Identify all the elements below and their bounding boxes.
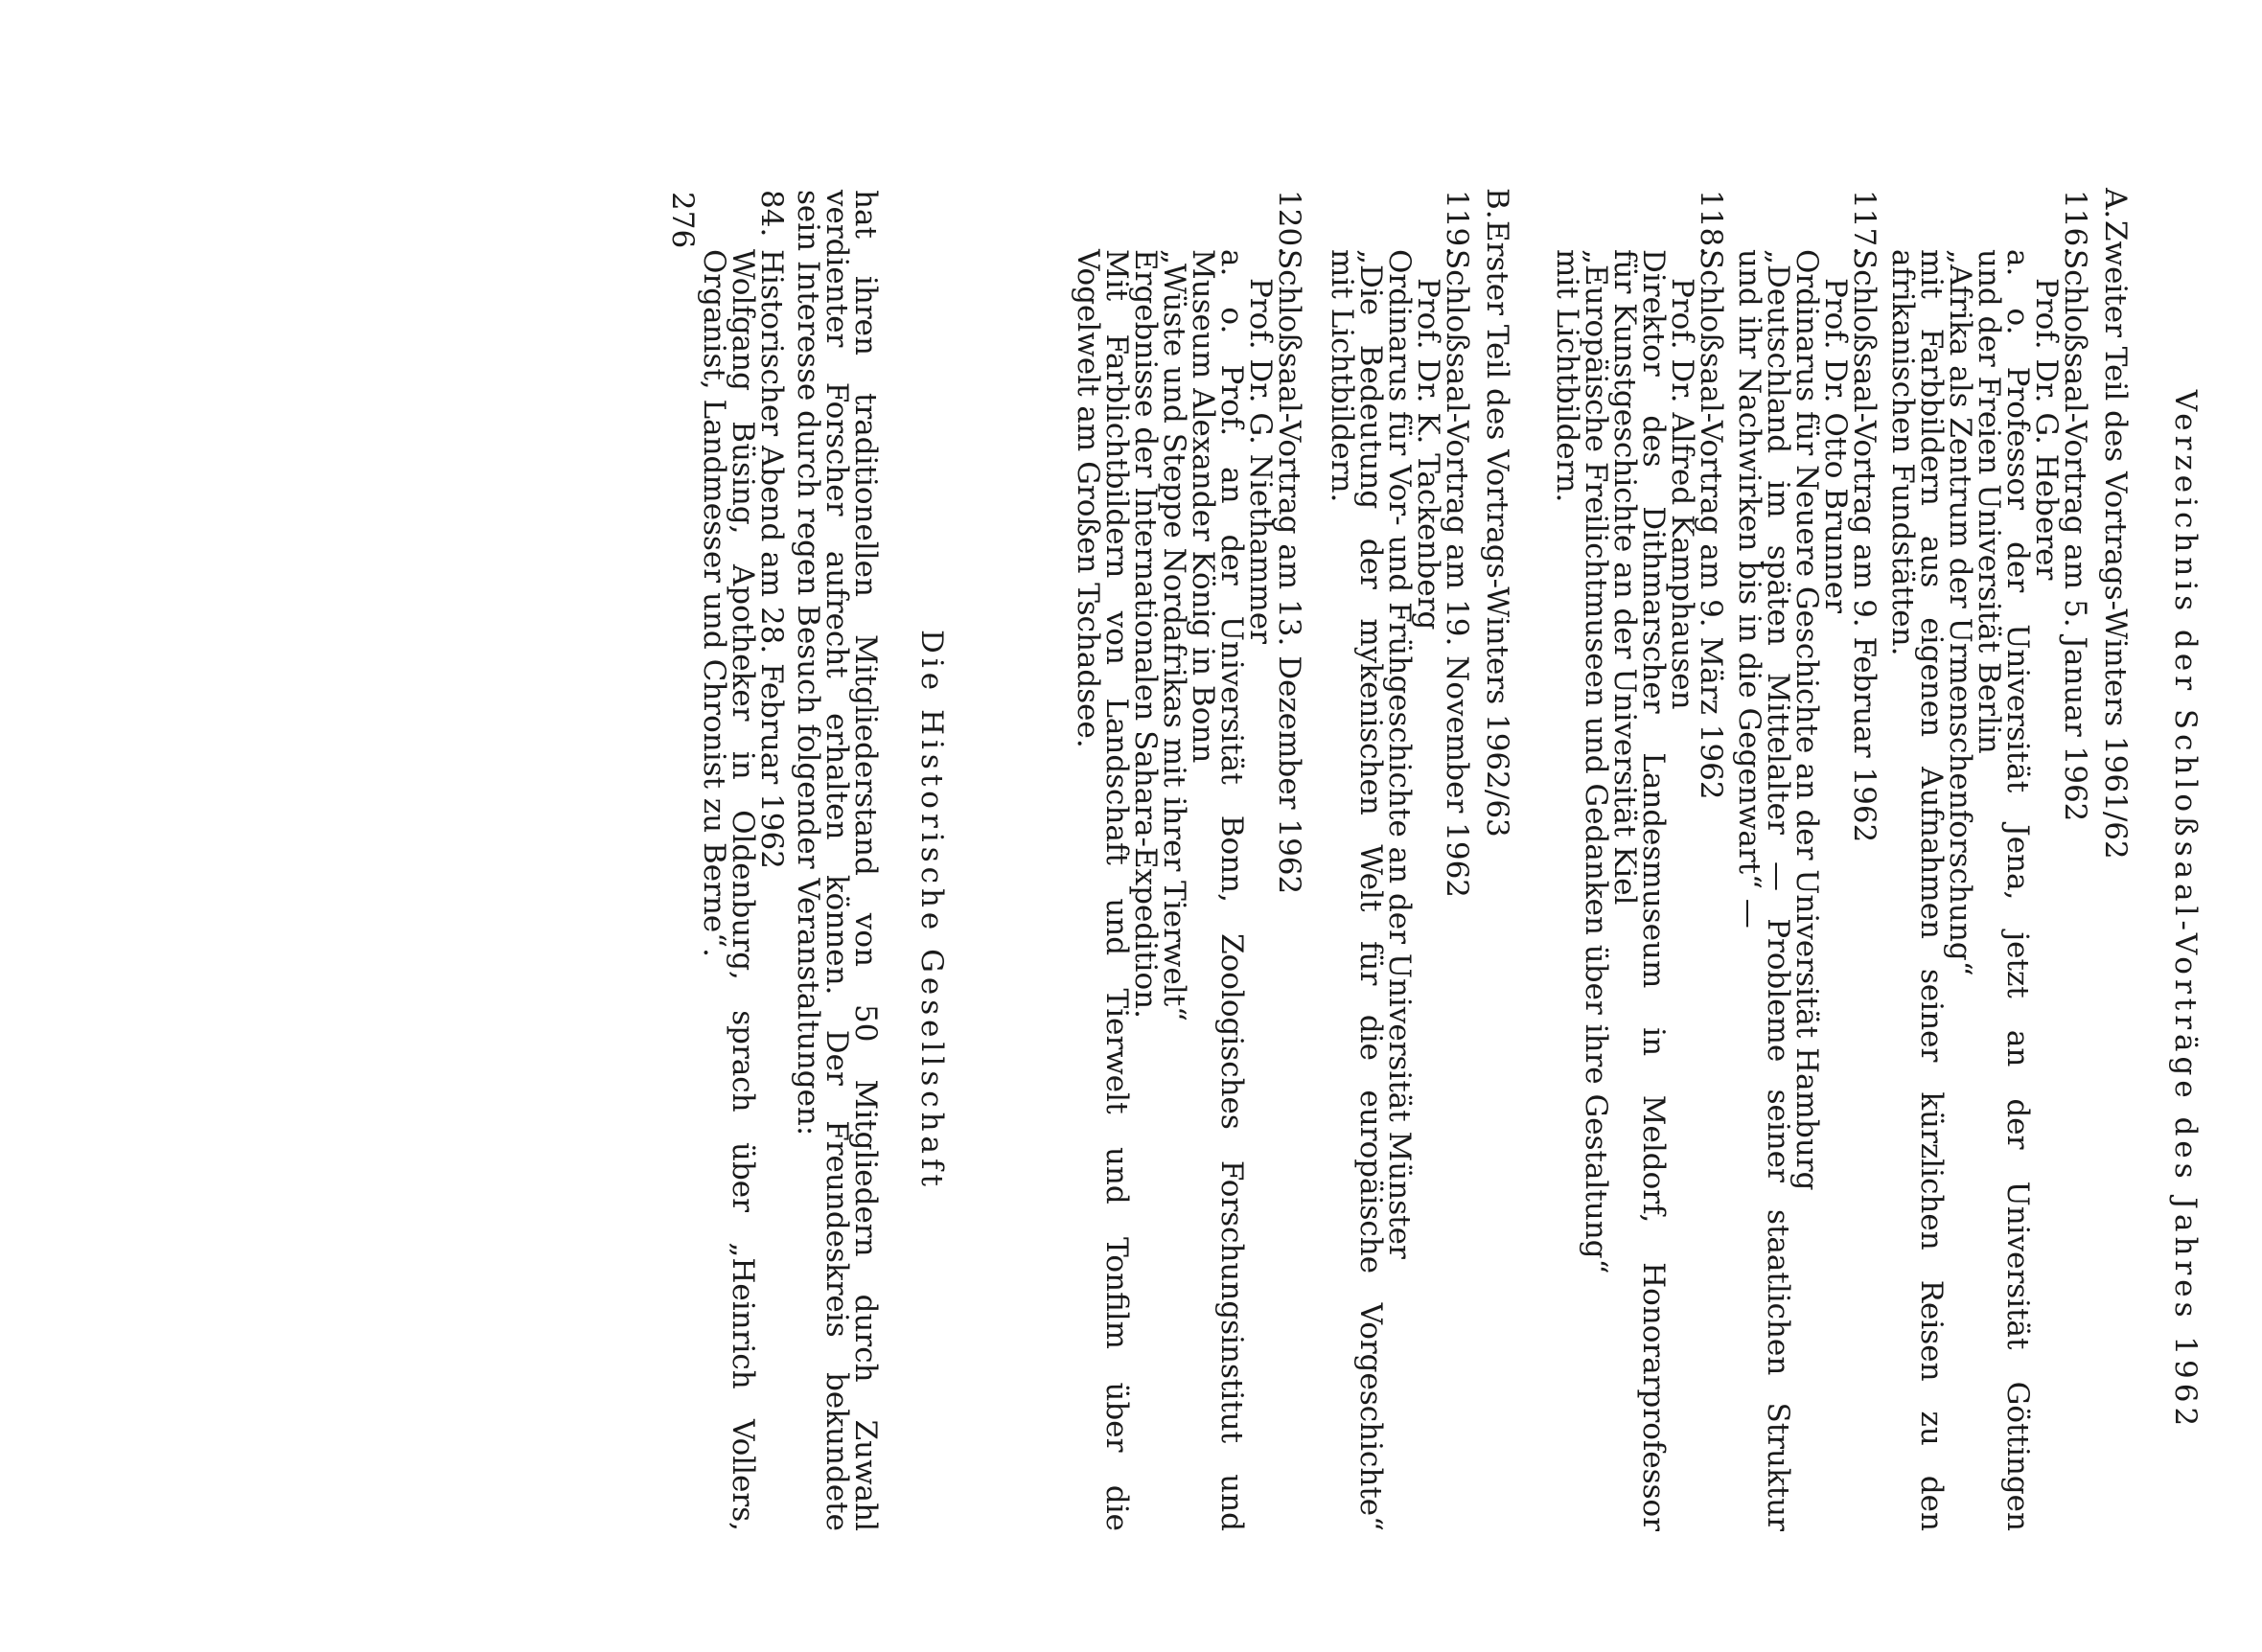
lecture-date: Schloßsaal-Vortrag am 5. Januar 1962 [2058, 249, 2092, 822]
lecturer-title: a. o. Prof. an der Universität Bonn, Zoologisches Forschungsinstitut und [1214, 249, 1249, 1531]
event-item-84 [697, 190, 789, 1531]
lecturer-name: Prof. Dr. Otto Brunner [1818, 278, 1853, 613]
section-letter: A. [2098, 188, 2133, 219]
lecturer-title: Ordinarus für Neuere Geschichte an der Universität Hamburg [1789, 249, 1824, 1191]
lecturer-name: Prof. Dr. G. Heberer [2029, 278, 2064, 581]
item-number: 120. [1272, 190, 1306, 257]
section-b-heading [1480, 188, 1514, 837]
item-number: 118. [1694, 190, 1728, 257]
lecture-note-3: Vogelwelt am Großen Tschadsee. [1071, 249, 1105, 748]
lecturer-name: Prof. Dr. G. Niethammer [1243, 278, 1278, 645]
section-letter: B. [1480, 188, 1514, 219]
section-a-heading [2098, 188, 2133, 860]
lecture-note-2: Mit Farblichtbildern von Landschaft und Tierwelt und Tonfilm über die [1099, 249, 1134, 1531]
item-number: 117. [1847, 190, 1881, 257]
lecture-note: mit Lichtbildern. [1325, 249, 1359, 503]
lecture-item-117 [1732, 190, 1881, 1531]
lecture-topic: „Deutschland im späten Mittelalter — Probleme seiner staatlichen Struktur [1761, 249, 1795, 1531]
lecture-item-119 [1325, 190, 1474, 1531]
lecture-date: Schloßsaal-Vortrag am 19. November 1962 [1440, 249, 1474, 899]
item-number: 116. [2058, 190, 2092, 257]
lecturer-title-cont: und der Freien Universität Berlin [1972, 249, 2006, 754]
page-number: 276 [665, 192, 700, 249]
lecture-date: Schloßsaal-Vortrag am 13. Dezember 1962 [1272, 249, 1306, 895]
event-description-cont: Organist, Landmesser und Chronist zu Berne“. [697, 249, 731, 957]
paragraph-line: verdienter Forscher aufrecht erhalten können. Der Freundeskreis bekundete [819, 190, 854, 1531]
lecture-topic: „Afrika als Zentrum der Urmenschenforschung“ [1943, 249, 1977, 976]
section-title: Zweiter Teil des Vortrags-Winters 1961/62 [2098, 220, 2133, 860]
page-title: Verzeichnis der Schloßsaal-Vorträge des Jahres 1962 [2168, 389, 2203, 1432]
lecture-date: Schloßsaal-Vortrag am 9. März 1962 [1694, 249, 1728, 800]
lecture-item-116 [1885, 190, 2092, 1531]
lecture-date: Schloßsaal-Vortrag am 9. Februar 1962 [1847, 249, 1881, 843]
lecture-topic: „Die Bedeutung der mykenischen Welt für die europäische Vorgeschichte“ [1353, 249, 1388, 1531]
lecturer-title-cont: Museum Alexander König in Bonn [1186, 249, 1220, 764]
lecturer-name: Prof. Dr. K. Tackenberg [1411, 278, 1445, 631]
lecture-note: mit Farbbildern aus eigenen Aufnahmen seiner kürzlichen Reisen zu den [1914, 249, 1949, 1531]
lecture-item-118 [1550, 190, 1728, 1531]
item-number: 84. [754, 190, 789, 238]
society-paragraph [791, 190, 883, 1531]
lecturer-title: Ordinarus für Vor- und Frühgeschichte an der Universität Münster [1382, 249, 1417, 1259]
lecturer-title-cont: für Kunstgeschichte an der Universität Kiel [1607, 249, 1642, 906]
section-title: Erster Teil des Vortrags-Winters 1962/63 [1480, 220, 1514, 837]
lecturer-title: Direktor des Dithmarscher Landesmuseum in Meldorf, Honorarprofessor [1636, 249, 1671, 1531]
lecturer-title: a. o. Professor der Universität Jena, jetzt an der Universität Göttingen [2000, 249, 2035, 1531]
lecture-note-cont: afrikanischen Fundstätten. [1885, 249, 1920, 656]
section-heading-historische-gesellschaft: Die Historische Gesellschaft [914, 630, 949, 1191]
paragraph-line: hat ihren traditionellen Mitgliederstand von 50 Mitgliedern durch Zuwahl [848, 190, 883, 1531]
item-number: 119. [1440, 190, 1474, 257]
lecture-item-120 [1073, 190, 1304, 1531]
lecture-topic: „Europäische Freilichtmuseen und Gedanken über ihre Gestaltung“ [1579, 249, 1613, 1274]
lecturer-name: Prof. Dr. Alfred Kamphausen [1665, 278, 1699, 710]
paragraph-line: sein Interesse durch regen Besuch folgender Veranstaltungen: [791, 190, 825, 1136]
lecture-topic-cont: und ihr Nachwirken bis in die Gegenwart“ — [1732, 249, 1766, 929]
lecture-topic: „Wüste und Steppe Nordafrikas mit ihrer Tierwelt“ [1157, 249, 1191, 1022]
event-description: Wolfgang Büsing, Apotheker in Oldenburg, sprach über „Heinrich Vollers, [726, 249, 760, 1531]
event-date: Historischer Abend am 28. Februar 1962 [754, 249, 789, 869]
lecture-note: Ergebnisse der Internationalen Sahara-Expedition. [1128, 249, 1163, 1019]
lecture-note: mit Lichtbildern. [1550, 249, 1584, 503]
